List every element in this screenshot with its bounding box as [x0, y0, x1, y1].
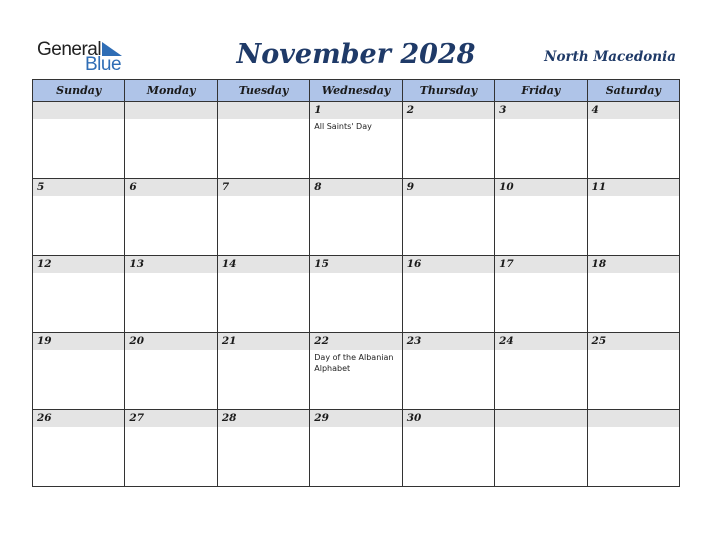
day-cell [587, 102, 679, 179]
day-number: 26 [37, 412, 52, 424]
day-number-bar [403, 333, 494, 350]
day-number-bar [403, 410, 494, 427]
weekday-tuesday: Tuesday [217, 80, 309, 102]
week-row [33, 256, 680, 333]
day-cell [33, 410, 125, 487]
day-cell [310, 256, 402, 333]
day-number: 27 [129, 412, 145, 424]
day-number-bar [495, 102, 586, 119]
day-cell [402, 256, 494, 333]
day-number-bar [33, 102, 124, 119]
day-number: 9 [406, 181, 414, 193]
day-number: 8 [314, 181, 322, 193]
weekday-sunday: Sunday [33, 80, 125, 102]
day-number: 28 [221, 412, 237, 424]
day-number-bar [403, 256, 494, 273]
day-number: 16 [406, 258, 422, 270]
day-cell [587, 179, 679, 256]
day-number: 23 [406, 335, 422, 347]
week-row [33, 102, 680, 179]
day-cell [310, 333, 402, 410]
day-number: 3 [499, 104, 507, 116]
day-number: 19 [37, 335, 52, 347]
day-number: 18 [591, 258, 607, 270]
day-number-bar [310, 333, 401, 350]
weekday-header-row [33, 80, 680, 102]
day-number-bar [588, 256, 679, 273]
day-number-bar [125, 410, 216, 427]
day-number: 17 [499, 258, 514, 270]
day-number: 25 [591, 335, 607, 347]
calendar-title: November 2028 [236, 39, 476, 70]
day-number: 1 [314, 104, 322, 116]
day-number-bar [218, 179, 309, 196]
day-number-bar [33, 410, 124, 427]
day-number-bar [125, 179, 216, 196]
day-cell [217, 179, 309, 256]
day-number-bar [495, 256, 586, 273]
week-row [33, 333, 680, 410]
day-cell [402, 102, 494, 179]
day-number-bar [310, 179, 401, 196]
day-number-bar [588, 410, 679, 427]
day-cell [33, 102, 125, 179]
week-row [33, 179, 680, 256]
day-cell [495, 179, 587, 256]
day-number-bar [310, 256, 401, 273]
weekday-friday: Friday [495, 80, 587, 102]
day-number-bar [588, 102, 679, 119]
country-name: North Macedonia [544, 49, 676, 65]
day-number-bar [218, 256, 309, 273]
day-number-bar [33, 256, 124, 273]
day-cell [495, 410, 587, 487]
holiday-label: Day of the Albanian Alphabet [314, 353, 394, 373]
day-number-bar [218, 410, 309, 427]
day-number: 14 [221, 258, 237, 270]
weekday-wednesday: Wednesday [310, 80, 402, 102]
day-number-bar [588, 179, 679, 196]
day-number: 29 [314, 412, 329, 424]
day-cell [310, 410, 402, 487]
logo-text-blue: Blue [85, 54, 122, 75]
day-cell [587, 256, 679, 333]
day-cell [310, 179, 402, 256]
day-cell [217, 410, 309, 487]
day-number: 13 [129, 258, 145, 270]
month-calendar [32, 79, 680, 487]
day-cell [402, 179, 494, 256]
day-number-bar [495, 333, 586, 350]
day-cell [402, 333, 494, 410]
day-cell [125, 179, 217, 256]
day-number-bar [125, 333, 216, 350]
day-number: 4 [591, 104, 599, 116]
day-number-bar [588, 333, 679, 350]
day-number-bar [495, 179, 586, 196]
day-cell [33, 256, 125, 333]
day-cell [217, 256, 309, 333]
day-number: 2 [406, 104, 414, 116]
day-number-bar [403, 179, 494, 196]
day-number: 5 [37, 181, 45, 193]
day-number: 7 [221, 181, 230, 193]
day-cell [33, 179, 125, 256]
day-cell [402, 410, 494, 487]
week-row [33, 410, 680, 487]
holiday-label: All Saints' Day [314, 122, 372, 131]
day-number: 24 [499, 335, 514, 347]
generalblue-logo [37, 40, 137, 74]
weekday-saturday: Saturday [587, 80, 679, 102]
day-number: 11 [591, 181, 607, 193]
day-number: 20 [129, 335, 145, 347]
day-number: 10 [499, 181, 514, 193]
day-cell [217, 102, 309, 179]
day-cell [495, 333, 587, 410]
day-cell [33, 333, 125, 410]
day-cell [587, 410, 679, 487]
day-number-bar [403, 102, 494, 119]
day-number-bar [33, 333, 124, 350]
day-number: 30 [406, 412, 422, 424]
day-cell [495, 102, 587, 179]
day-number-bar [125, 256, 216, 273]
day-cell [310, 102, 402, 179]
day-number: 22 [314, 335, 329, 347]
day-number-bar [310, 102, 401, 119]
day-number-bar [495, 410, 586, 427]
day-number-bar [310, 410, 401, 427]
day-cell [125, 256, 217, 333]
day-number-bar [218, 102, 309, 119]
day-cell [495, 256, 587, 333]
day-number: 15 [314, 258, 329, 270]
day-cell [125, 410, 217, 487]
day-number: 12 [37, 258, 52, 270]
weekday-monday: Monday [125, 80, 217, 102]
day-number-bar [218, 333, 309, 350]
day-cell [587, 333, 679, 410]
day-number-bar [33, 179, 124, 196]
logo-text-general: General [37, 39, 102, 60]
day-number: 21 [221, 335, 237, 347]
day-number: 6 [129, 181, 137, 193]
weekday-thursday: Thursday [402, 80, 494, 102]
day-number-bar [125, 102, 216, 119]
day-cell [125, 102, 217, 179]
day-cell [125, 333, 217, 410]
day-cell [217, 333, 309, 410]
